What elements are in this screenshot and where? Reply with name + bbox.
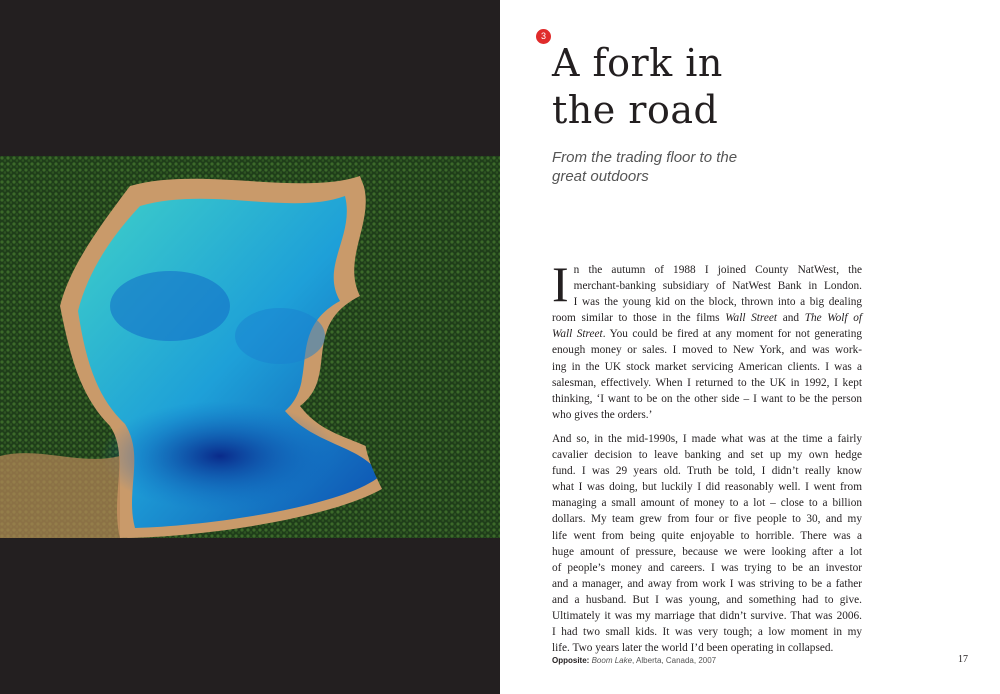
p2-line: cavalier decision to leave banking and set up my own hedge <box>552 449 862 462</box>
body-text <box>552 256 863 664</box>
p1-line: ing in the UK stock market servicing American clients. I was a <box>552 360 862 373</box>
subtitle-line-2: great outdoors <box>552 168 649 185</box>
caption-rest: , Alberta, Canada, 2007 <box>632 656 717 665</box>
chapter-number-badge: 3 <box>536 29 551 44</box>
p1-line: I was the young kid on the block, thrown into a big dealing <box>573 296 862 309</box>
p2-line: managing a small amount of money to a lot – close to a billion <box>552 497 862 510</box>
p2-line: Ultimately it was my marriage that didn’t survive. That was 2006. <box>552 609 862 622</box>
chapter-subtitle <box>552 148 852 186</box>
p2-line: And so, in the mid-1990s, I made what was at the time a fairly <box>552 432 862 445</box>
film-title-wall-street-2: Wall Street <box>552 328 603 341</box>
chapter-title <box>552 40 723 134</box>
p2-line: huge amount of pressure, because we were looking after a lot <box>552 545 862 558</box>
p2-line: dollars. My team grew from four or five people to 30, and my <box>552 513 862 526</box>
p2-line: I had two small kids. It was very tough; a low moment in my <box>552 626 862 639</box>
p1-line: salesman, effectively. When I returned to the UK in 1992, I kept <box>552 376 862 389</box>
p1-seg: and <box>782 312 800 325</box>
page-number: 17 <box>958 654 968 665</box>
p1-line: thinking, ‘I want to be on the other side – I want to be the person <box>552 392 862 405</box>
p1-line: merchant-banking subsidiary of NatWest Bank in London. <box>573 280 862 293</box>
deep-water <box>100 401 340 511</box>
p2-line: what I was doing, but luckily I did reasonably well. I went from <box>552 481 862 494</box>
p1-line <box>552 326 862 342</box>
p1-line: enough money or sales. I moved to New York, and was work- <box>552 344 862 357</box>
drop-cap: I <box>552 256 569 312</box>
title-line-2: the road <box>552 88 719 132</box>
p1-line: n the autumn of 1988 I joined County NatWest, the <box>573 264 862 276</box>
film-title-wall-street: Wall Street <box>725 312 778 325</box>
right-page <box>500 0 1000 694</box>
caption-place: Boom Lake <box>591 656 633 665</box>
aerial-lake-photo <box>0 156 500 538</box>
subtitle-line-1: From the trading floor to the <box>552 149 738 166</box>
p2-line: life. Two years later the world I’d been operating in collapsed. <box>552 642 834 655</box>
p2-line: and a manager, and away from work I was striving to be a father <box>552 577 862 590</box>
p1-line <box>552 310 862 326</box>
title-line-1: A fork in <box>552 41 723 85</box>
lake-illustration <box>0 156 500 538</box>
p1-seg: room similar to those in the films <box>552 312 720 325</box>
paragraph-1 <box>552 256 863 423</box>
deep-water-east <box>235 308 325 364</box>
paragraph-2 <box>552 431 862 656</box>
p2-line: fund. I was 29 years old. Truth be told, I didn’t really know <box>552 465 862 478</box>
p1-seg: . You could be fired at any moment for not generating <box>602 328 862 341</box>
film-title-wolf-of: The Wolf of <box>804 312 863 325</box>
p2-line: and a husband. But I was young, and something had to give. <box>552 593 862 606</box>
deep-water-north <box>110 271 230 341</box>
p1-line: who gives the orders.’ <box>552 408 653 421</box>
p2-line: of people’s money and careers. I was trying to be an investor <box>552 561 862 574</box>
p2-line: life went from being quite enjoyable to horrible. There was a <box>552 529 862 542</box>
caption-label: Opposite: <box>552 656 590 665</box>
photo-caption <box>552 656 716 665</box>
south-shore <box>0 453 120 538</box>
